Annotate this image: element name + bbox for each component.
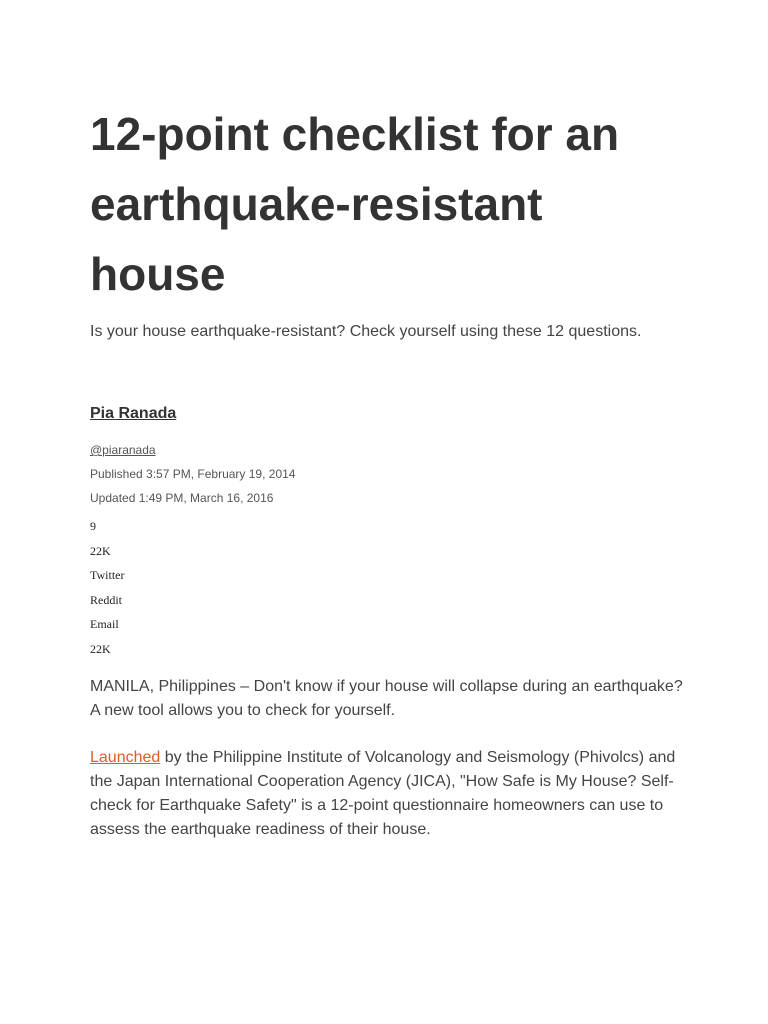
likes-count[interactable]: 22K [90,543,111,558]
title-line-2: earthquake-resistant [90,178,543,230]
launched-link[interactable]: Launched [90,749,161,766]
published-date: Published 3:57 PM, February 19, 2014 [90,467,296,481]
reddit-share-link[interactable]: Reddit [90,592,122,607]
twitter-share-link[interactable]: Twitter [90,568,125,582]
email-share-link[interactable]: Email [90,617,119,631]
share-bar [90,518,124,665]
body-paragraph-2-text: by the Philippine Institute of Volcanology and Seismology (Phivolcs) and the Japan International Cooperation Agency (JICA), "How Safe is My House? Self-check for Earthquake Safety" is a 12-point questionnaire homeowners can use to assess the earthquake readiness of their house. [90,749,676,838]
body-paragraph-2 [90,746,690,842]
facebook-share-count[interactable]: 9 [90,519,96,533]
body-paragraph-1: MANILA, Philippines – Don't know if your house will collapse during an earthquake? A new tool allows you to check for yourself. [90,678,683,719]
title-line-1: 12-point checklist for an [90,108,620,160]
article-subtitle: Is your house earthquake-resistant? Check yourself using these 12 questions. [90,323,642,340]
article-title [90,99,690,309]
total-share-count: 22K [90,641,111,656]
author-link[interactable]: Pia Ranada [90,405,177,422]
updated-date: Updated 1:49 PM, March 16, 2016 [90,491,274,505]
author-handle-link[interactable]: @piaranada [90,443,156,457]
title-line-3: house [90,248,226,300]
